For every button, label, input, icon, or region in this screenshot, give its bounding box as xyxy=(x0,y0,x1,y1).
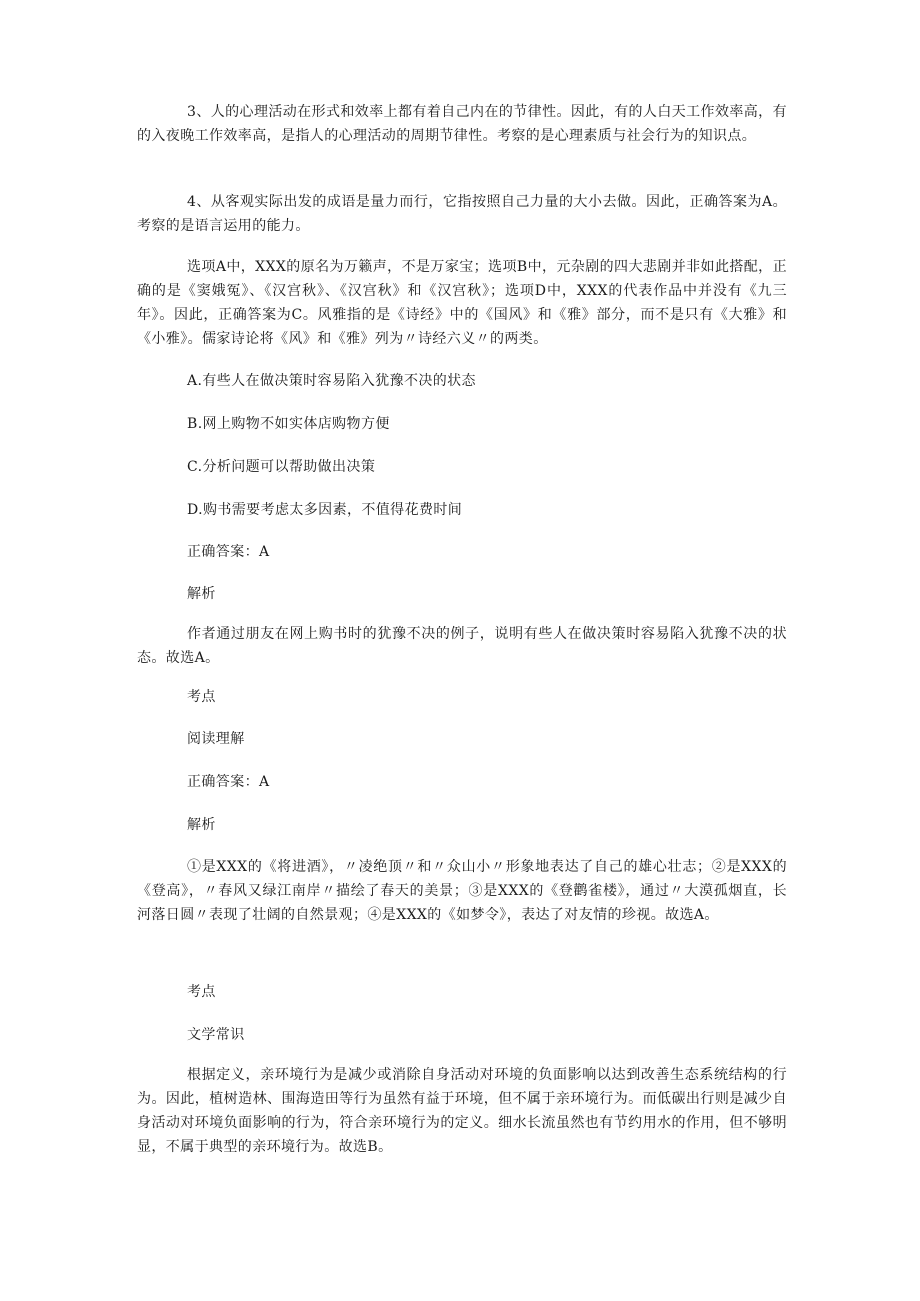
knowledge-point-heading-2: 考点 xyxy=(187,984,216,1000)
paragraph-question-4-explanation: 4、从客观实际出发的成语是量力而行，它指按照自己力量的大小去做。因此，正确答案为A。考察的是语言运用的能力。 xyxy=(137,194,787,234)
correct-answer-2: 正确答案：A xyxy=(187,774,270,790)
analysis-text-2: ①是XXX的《将进酒》，〃凌绝顶〃和〃众山小〃形象地表达了自己的雄心壮志；②是XXX的《登高》，〃春风又绿江南岸〃描绘了春天的美景；③是XXX的《登鹳雀楼》，通过〃大漠孤烟直，长河落日圆〃表现了壮阔的自然景观；④是XXX的《如梦令》，表达了对友情的珍视。故选A。 xyxy=(137,859,787,923)
paragraph-options-analysis: 选项A中，XXX的原名为万籁声，不是万家宝；选项B中，元杂剧的四大悲剧并非如此搭配，正确的是《窦娥冤》、《汉宫秋》、《汉宫秋》和《汉宫秋》；选项D中，XXX的代表作品中并没有《九三年》。因此，正确答案为C。风雅指的是《诗经》中的《国风》和《雅》部分，而不是只有《大雅》和《小雅》。儒家诗论将《风》和《雅》列为〃诗经六义〃的两类。 xyxy=(137,259,787,347)
paragraph-environment-behavior: 根据定义，亲环境行为是减少或消除自身活动对环境的负面影响以达到改善生态系统结构的行为。因此，植树造林、围海造田等行为虽然有益于环境，但不属于亲环境行为。而低碳出行则是减少自身活动对环境负面影响的行为，符合亲环境行为的定义。细水长流虽然也有节约用水的作用，但不够明显，不属于典型的亲环境行为。故选B。 xyxy=(137,1067,787,1155)
option-d: D.购书需要考虑太多因素，不值得花费时间 xyxy=(187,502,463,518)
analysis-heading-1: 解析 xyxy=(187,586,216,602)
option-c: C.分析问题可以帮助做出决策 xyxy=(187,459,376,475)
knowledge-point-2: 文学常识 xyxy=(187,1027,245,1043)
knowledge-point-heading-1: 考点 xyxy=(187,689,216,705)
analysis-heading-2: 解析 xyxy=(187,817,216,833)
correct-answer-1: 正确答案：A xyxy=(187,544,270,560)
option-b: B.网上购物不如实体店购物方便 xyxy=(187,416,390,432)
analysis-text-1: 作者通过朋友在网上购书时的犹豫不决的例子，说明有些人在做决策时容易陷入犹豫不决的状态。故选A。 xyxy=(137,626,787,666)
option-a: A.有些人在做决策时容易陷入犹豫不决的状态 xyxy=(187,373,476,389)
paragraph-question-3-explanation: 3、人的心理活动在形式和效率上都有着自己内在的节律性。因此，有的人白天工作效率高，有的入夜晚工作效率高，是指人的心理活动的周期节律性。考察的是心理素质与社会行为的知识点。 xyxy=(137,104,787,144)
knowledge-point-1: 阅读理解 xyxy=(187,731,245,747)
